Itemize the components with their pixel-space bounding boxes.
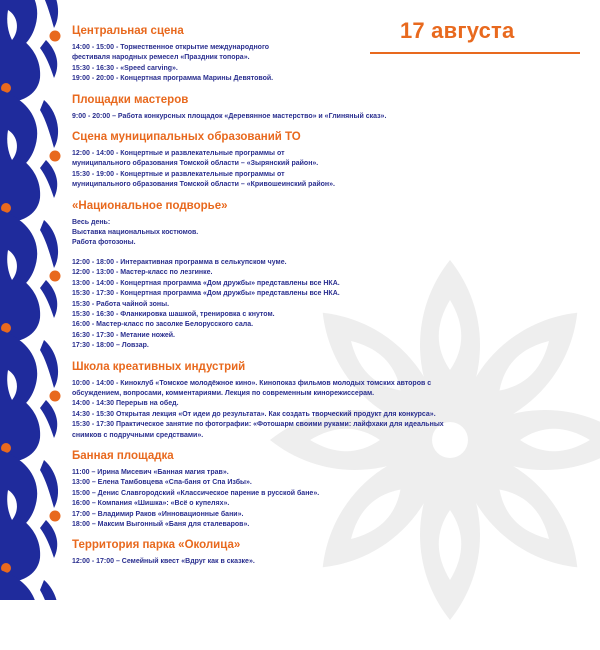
line-gap [72, 249, 577, 258]
schedule-line: Выставка национальных костюмов. [72, 229, 199, 237]
schedule-line: 19:00 - 20:00 - Концертная программа Марины Девятовой. [72, 75, 274, 83]
ornament-dot [50, 391, 61, 402]
schedule-line: 17:30 - 18:00 – Ловзар. [72, 342, 149, 350]
schedule-line: обсуждением, вопросами, комментариями. Лекция по современным кинорежиссерам. [72, 389, 375, 397]
ornament-leaf [40, 0, 58, 28]
ornament-leaf [40, 280, 57, 318]
program-list [72, 24, 577, 576]
section-title: Сцена муниципальных образований ТО [72, 131, 301, 144]
program-section [72, 360, 577, 441]
date-title: 17 августа [400, 18, 515, 43]
schedule-line: 12:00 - 18:00 - Интерактивная программа в селькупском чуме. [72, 258, 287, 266]
schedule-line: 12:00 - 14:00 - Концертные и развлекательные программы от [72, 150, 285, 158]
ornament-dot [50, 151, 61, 162]
ornament-motif [0, 90, 61, 222]
program-section [72, 199, 577, 352]
ornament-motif [0, 210, 61, 342]
section-title: Банная площадка [72, 449, 174, 462]
ornament-leaf [40, 520, 57, 558]
schedule-line: фестиваля народных ремесел «Праздник топора». [72, 54, 250, 62]
left-ornament-border [0, 0, 62, 600]
program-section [72, 24, 577, 85]
schedule-line: 18:00 – Максим Выгонный «Баня для сталеваров». [72, 521, 250, 528]
schedule-line: 13:00 - 14:00 - Концертная программа «Дом дружбы» представлены все НКА. [72, 279, 340, 287]
ornament-leaf [40, 580, 58, 600]
schedule-line: Работа фотозоны. [72, 239, 136, 247]
program-section [72, 538, 577, 567]
ornament-leaf [40, 340, 58, 388]
schedule-line: 15:00 – Денис Славгородский «Классическое парение в русской бане». [72, 489, 320, 497]
schedule-line: 14:00 - 14:30 Перерыв на обед. [72, 400, 179, 408]
schedule-line: 15:30 - 19:00 - Концертные и развлекательные программы от [72, 170, 285, 178]
program-section [72, 130, 577, 191]
schedule-line: 14:00 - 15:00 - Торжественное открытие международного [72, 44, 270, 51]
schedule-line: 17:00 – Владимир Раков «Инновационные бани». [72, 510, 244, 518]
ornament-dot [50, 511, 61, 522]
section-title: Центральная сцена [72, 25, 184, 37]
section-title: «Национальное подворье» [72, 199, 228, 212]
ornament-leaf [40, 160, 57, 198]
schedule-line: муниципального образования Томской области – «Кривошеинский район». [72, 181, 335, 189]
schedule-line: 10:00 - 14:00 - Киноклуб «Томское молодёжное кино». Кинопоказ фильмов молодых томских авторов с [72, 379, 432, 387]
section-title: Площадки мастеров [72, 93, 189, 106]
ornament-motif [0, 0, 61, 102]
schedule-line: 15:30 - 16:30 - «Speed carving». [72, 64, 178, 72]
program-section [72, 93, 577, 122]
schedule-line: 15:30 - Работа чайной зоны. [72, 300, 170, 308]
schedule-line: Весь день: [72, 218, 111, 226]
schedule-line: 12:00 - 13:00 - Мастер-класс по лезгинке. [72, 269, 213, 277]
ornament-leaf [40, 100, 58, 148]
schedule-line: 9:00 - 20:00 – Работа конкурсных площадок «Деревянное мастерство» и «Глиняный сказ». [72, 112, 387, 120]
schedule-line: 11:00 – Ирина Мисевич «Банная магия трав». [72, 468, 229, 476]
schedule-line: 16:00 - Мастер-класс по засолке Белорусского сала. [72, 321, 254, 329]
ornament-leaf [40, 460, 58, 508]
ornament-motif [0, 330, 61, 462]
ornament-leaf [40, 40, 57, 78]
ornament-leaf [40, 400, 57, 438]
schedule-line: муниципального образования Томской области – «Зырянский район». [72, 160, 319, 168]
schedule-line: 14:30 - 15:30 Открытая лекция «От идеи до результата». Как создать творческий продукт для конкурса». [72, 410, 436, 418]
schedule-line: 16:00 – Компания «Шишка»: «Всё о купелях». [72, 500, 230, 508]
schedule-line: 15:30 - 17:30 - Концертная программа «Дом дружбы» представлены все НКА. [72, 290, 340, 298]
section-title: Территория парка «Околица» [72, 539, 241, 552]
schedule-line: снимков с подручными средствами». [72, 431, 204, 439]
ornament-dot [50, 31, 61, 42]
schedule-line: 15:30 - 16:30 - Фланкировка шашкой, тренировка с кнутом. [72, 310, 275, 318]
ornament-dot [50, 271, 61, 282]
ornament-leaf [40, 220, 58, 268]
schedule-line: 12:00 - 17:00 – Семейный квест «Вдруг как в сказке». [72, 558, 255, 566]
program-section [72, 449, 577, 530]
schedule-line: 13:00 – Елена Тамбовцева «Спа-баня от Спа Избы». [72, 479, 252, 487]
section-title: Школа креативных индустрий [72, 360, 246, 373]
schedule-line: 15:30 - 17:30 Практическое занятие по фотографии: «Фотошарм своими руками: лайфхаки для идеальных [72, 421, 444, 429]
schedule-line: 16:30 - 17:30 - Метание ножей. [72, 331, 175, 339]
ornament-motif [0, 450, 61, 582]
